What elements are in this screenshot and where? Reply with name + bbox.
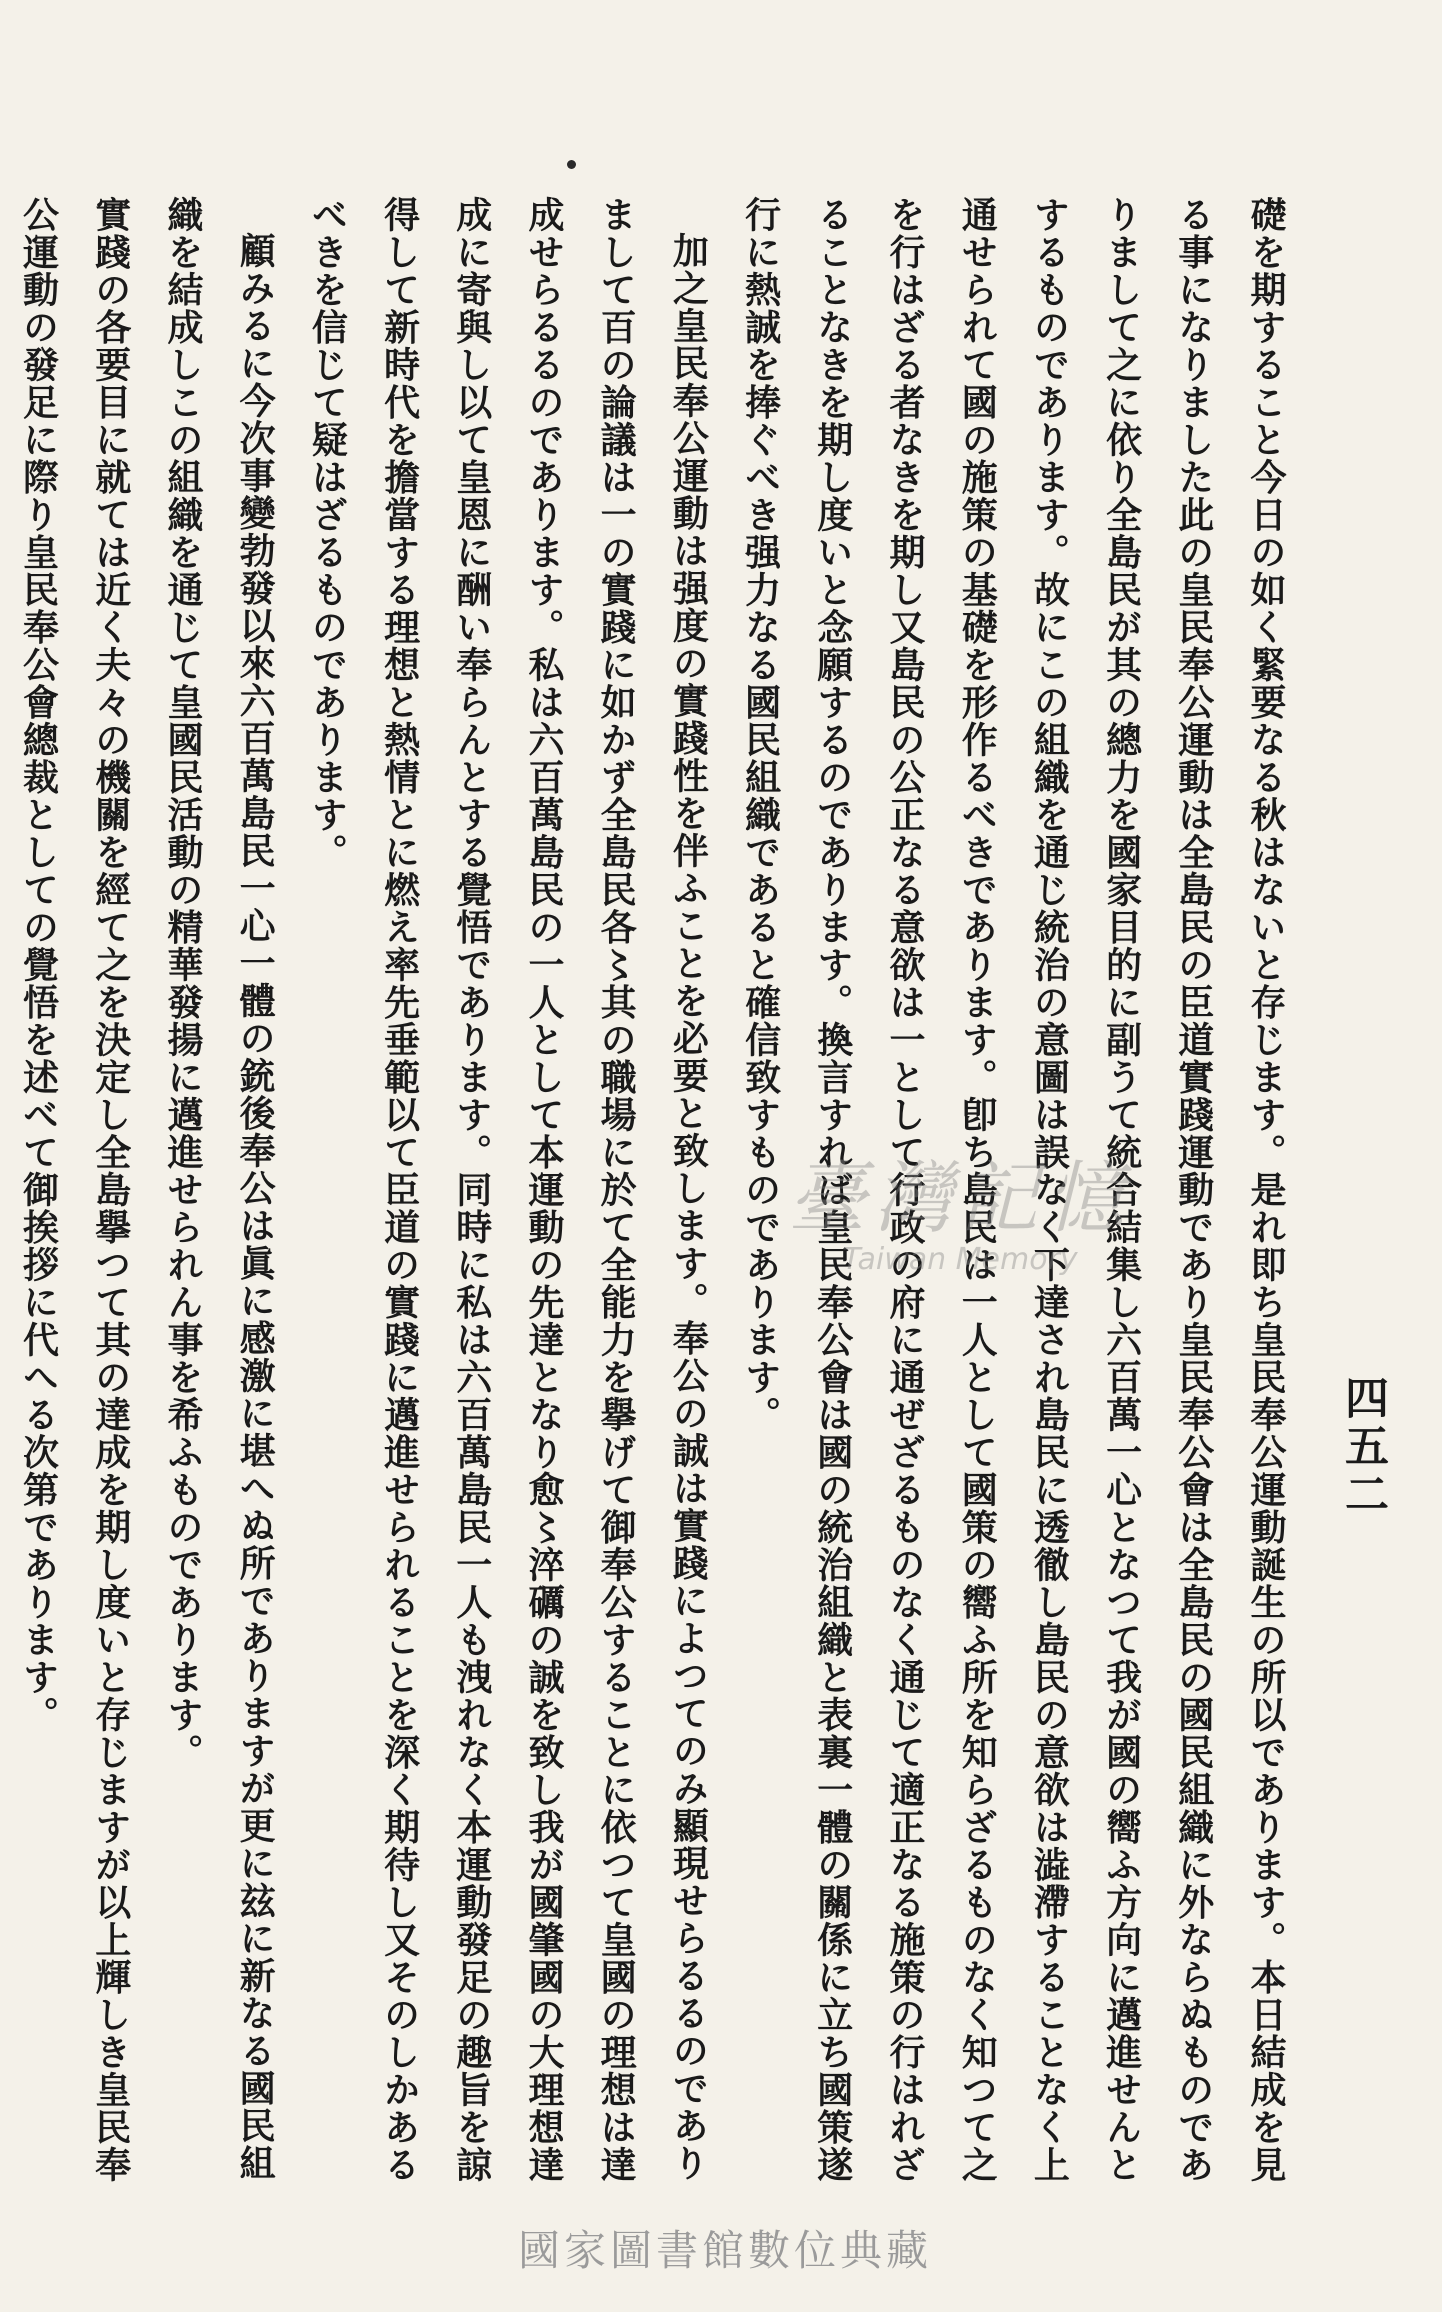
paragraph-2: 加之皇民奉公運動は强度の實踐性を伴ふことを必要と致します。奉公の誠は實踐によつてのみ顯現せらるるのでありまして百の論議は一の實踐に如かず全島民各〻其の職場に於て全能力を擧げて御奉公することに依つて皇國の理想は達成せらるるのであります。私は六百萬島民の一人として本運動の先達となり愈〻淬礪の誠を致し我が國肇國の大理想達成に寄與し以て皇恩に酬い奉らんとする覺悟であります。同時に私は六百萬島民一人も洩れなく本運動發足の趣旨を諒得して新時代を擔當する理想と熱情とに燃え率先垂範以て臣道の實踐に邁進せられることを深く期待し又そのしかあるべきを信じて疑はざるものであります。 (306, 196, 710, 2184)
paragraph-3: 顧みるに今次事變勃發以來六百萬島民一心一體の銃後奉公は眞に感激に堪へぬ所でありますが更に玆に新なる國民組織を結成しこの組織を通じて皇國民活動の精華發揚に邁進せられん事を希ふものであります。 (161, 196, 277, 2182)
paragraph-1: 礎を期すること今日の如く緊要なる秋はないと存じます。是れ即ち皇民奉公運動誕生の所以であります。本日結成を見る事になりました此の皇民奉公運動は全島民の臣道實踐運動であり皇民奉公會は全島民の國民組織に外ならぬものでありまして之に依り全島民が其の總力を國家目的に副うて統合結集し六百萬一心となつて我が國の嚮ふ方向に邁進せんとするものであります。故にこの組織を通じ統治の意圖は誤なく下達され島民に透徹し島民の意欲は澁滯することなく上通せられて國の施策の基礎を形作るべきであります。卽ち島民は一人として國策の嚮ふ所を知らざるものなく知つて之を行はざる者なきを期し又島民の公正なる意欲は一として行政の府に通ぜざるものなく通じて適正なる施策の行はれざることなきを期し度いと念願するのであります。換言すれば皇民奉公會は國の統治組織と表裏一體の關係に立ち國策遂行に熱誠を捧ぐべき强力なる國民組織であると確信致すものであります。 (739, 196, 1287, 2184)
paragraph-4: 實踐の各要目に就ては近く夫々の機關を經て之を決定し全島擧つて其の達成を期し度いと存じますが以上輝しき皇民奉公運動の發足に際り皇民奉公會總裁としての覺悟を述べて御挨拶に代へる次第であります。 (17, 196, 132, 2184)
watermark-sub-text: Taiwan Memory (842, 1242, 1078, 1277)
bullet-dot (567, 160, 576, 169)
watermark-main-text: 臺灣記憶 (787, 1154, 1132, 1244)
taiwan-memory-watermark (720, 1154, 1200, 1277)
page-number: 四五二 (1337, 1375, 1388, 1519)
archive-footer-label: 國家圖書館數位典藏 (518, 2226, 933, 2275)
